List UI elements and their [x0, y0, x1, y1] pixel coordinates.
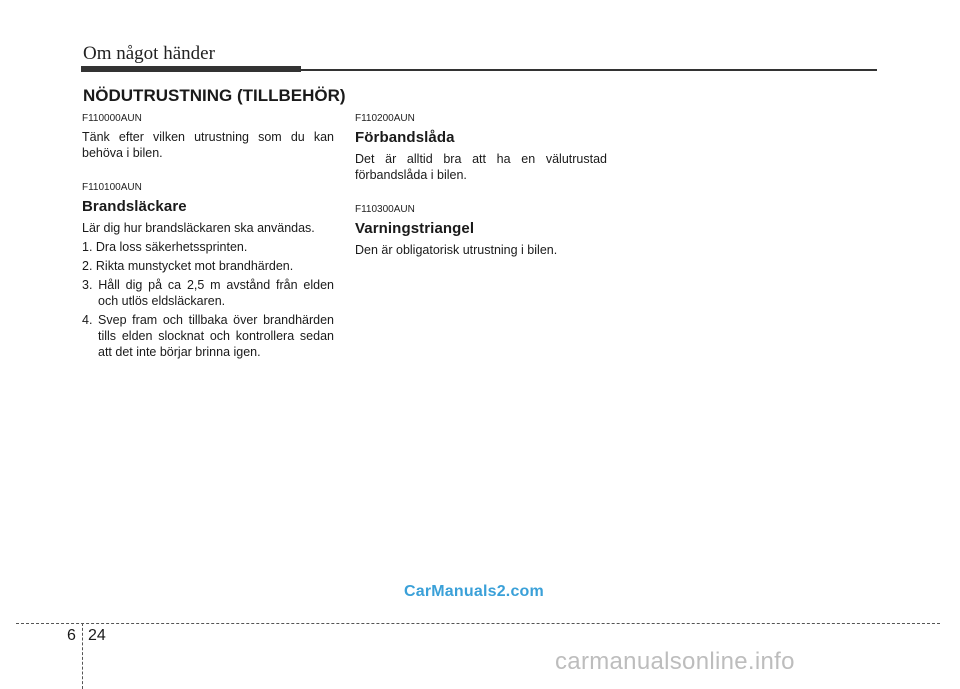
extinguisher-heading: Brandsläckare [82, 198, 187, 215]
footer-rule [16, 623, 940, 624]
triangle-heading: Varningstriangel [355, 220, 475, 237]
list-item: 3. Håll dig på ca 2,5 m avstånd från elden och utlös eldsläckaren. [82, 278, 334, 308]
extinguisher-steps [82, 239, 334, 360]
footer-divider [82, 623, 83, 689]
section-title: NÖDUTRUSTNING (TILLBEHÖR) [83, 86, 346, 105]
chapter-number: 6 [67, 627, 76, 644]
extinguisher-text: Lär dig hur brandsläckaren ska användas. [82, 221, 315, 235]
intro-code: F110000AUN [82, 113, 142, 124]
chapter-title: Om något händer [83, 43, 215, 64]
list-item: 4. Svep fram och tillbaka över brandhärden tills elden slocknat och kontrollera sedan att det inte börjar brinna igen. [82, 313, 334, 359]
watermark-carmanualsonline: carmanualsonline.info [555, 648, 795, 675]
extinguisher-code: F110100AUN [82, 182, 142, 193]
header-rule-thin [301, 69, 877, 71]
first-aid-code: F110200AUN [355, 113, 415, 124]
list-item: 2. Rikta munstycket mot brandhärden. [82, 259, 294, 273]
list-item: 1. Dra loss säkerhetssprinten. [82, 240, 248, 254]
triangle-code: F110300AUN [355, 204, 415, 215]
header-rule-thick [81, 66, 301, 72]
page-number: 24 [88, 627, 106, 644]
right-column [355, 113, 607, 261]
first-aid-text: Det är alltid bra att ha en välutrustad förbandslåda i bilen. [355, 152, 607, 182]
left-column [82, 113, 334, 363]
intro-text: Tänk efter vilken utrustning som du kan behöva i bilen. [82, 130, 334, 160]
first-aid-heading: Förbandslåda [355, 129, 455, 146]
watermark-carmanuals2: CarManuals2.com [404, 583, 544, 600]
triangle-text: Den är obligatorisk utrustning i bilen. [355, 243, 558, 257]
